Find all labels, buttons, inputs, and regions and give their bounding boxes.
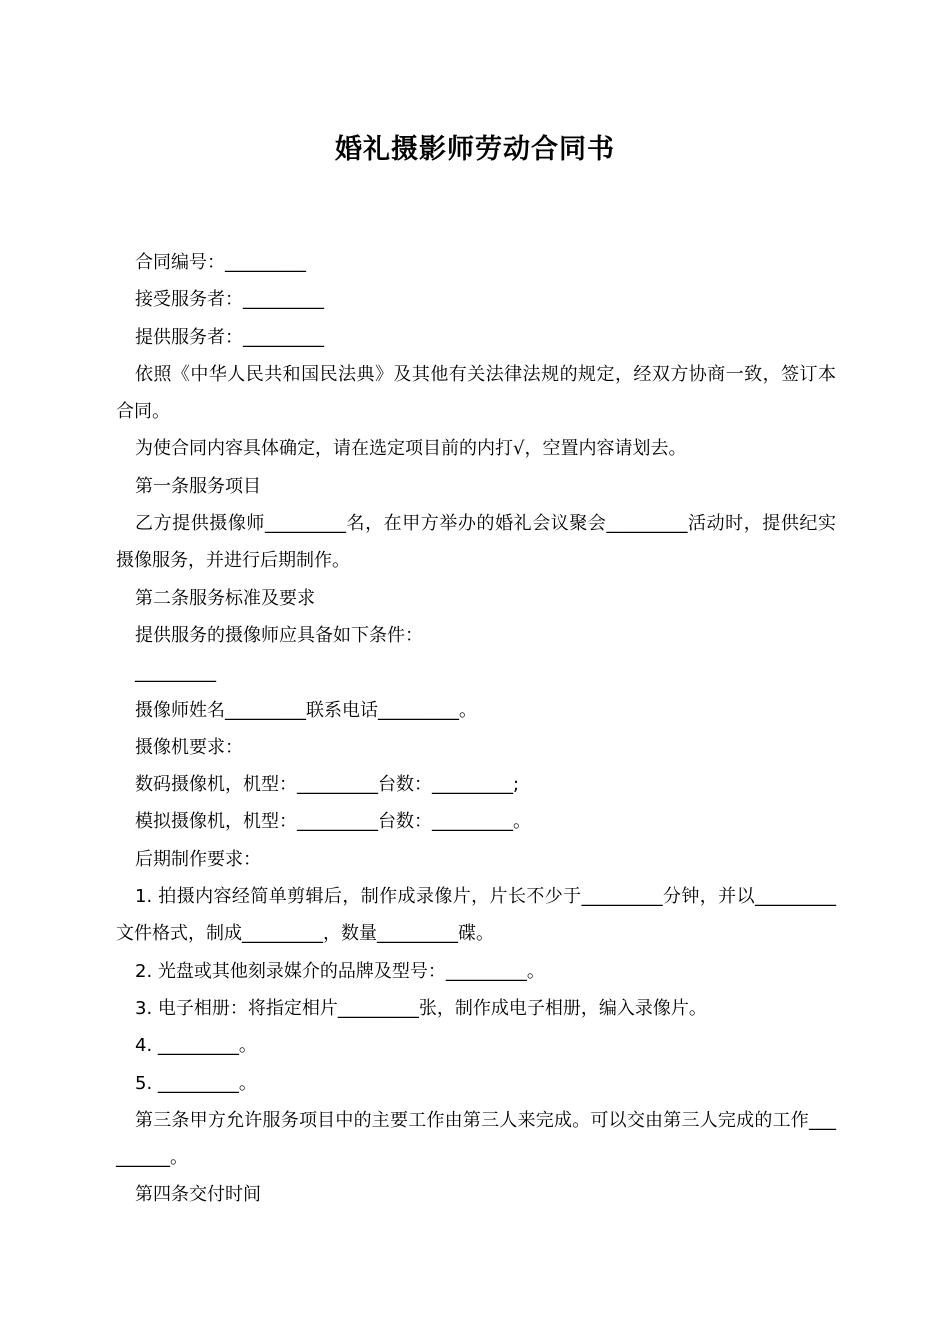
post-production-item-3: 3. 电子相册：将指定相片_________张，制作成电子相册，编入录像片。 — [135, 997, 707, 1019]
contract-number-line: 合同编号：_________ — [135, 252, 306, 273]
post-production-item-2: 2. 光盘或其他刻录媒介的品牌及型号：_________。 — [135, 960, 545, 982]
article-2-heading: 第二条服务标准及要求 — [135, 587, 315, 609]
article-3-paragraph: 第三条甲方允许服务项目中的主要工作由第三人来完成。可以交由第三人完成的工作_________。 — [116, 1109, 836, 1169]
service-recipient-line: 接受服务者：_________ — [135, 289, 324, 311]
analog-camera-line: 模拟摄像机，机型：_________台数：_________。 — [135, 811, 531, 833]
videographer-conditions-line: 提供服务的摄像师应具备如下条件： — [135, 624, 423, 646]
article-4-heading: 第四条交付时间 — [135, 1184, 261, 1206]
post-production-item-4: 4. _________。 — [135, 1035, 257, 1057]
digital-camera-line: 数码摄像机，机型：_________台数：_________; — [135, 774, 520, 796]
conditions-blank-line: _________ — [135, 662, 216, 684]
camera-requirements-line: 摄像机要求： — [135, 736, 243, 758]
post-production-heading: 后期制作要求： — [135, 848, 261, 870]
post-production-item-1: 1. 拍摄内容经简单剪辑后，制作成录像片，片长不少于_________分钟，并以_________文件格式，制成_________，数量_________碟。 — [116, 886, 836, 945]
document-body — [116, 244, 836, 1214]
instruction-paragraph: 为使合同内容具体确定，请在选定项目前的内打√，空置内容请划去。 — [135, 438, 687, 460]
service-provider-line: 提供服务者：_________ — [135, 326, 324, 348]
document-title: 婚礼摄影师劳动合同书 — [335, 134, 615, 165]
post-production-item-5: 5. _________。 — [135, 1072, 257, 1094]
legal-basis-paragraph: 依照《中华人民共和国民法典》及其他有关法律法规的规定，经双方协商一致，签订本合同。 — [116, 363, 836, 423]
videographer-contact-line: 摄像师姓名_________联系电话_________。 — [135, 699, 477, 721]
article-1-heading: 第一条服务项目 — [135, 475, 261, 497]
article-1-paragraph: 乙方提供摄像师_________名，在甲方举办的婚礼会议聚会_________活动时，提供纪实摄像服务，并进行后期制作。 — [116, 513, 836, 572]
